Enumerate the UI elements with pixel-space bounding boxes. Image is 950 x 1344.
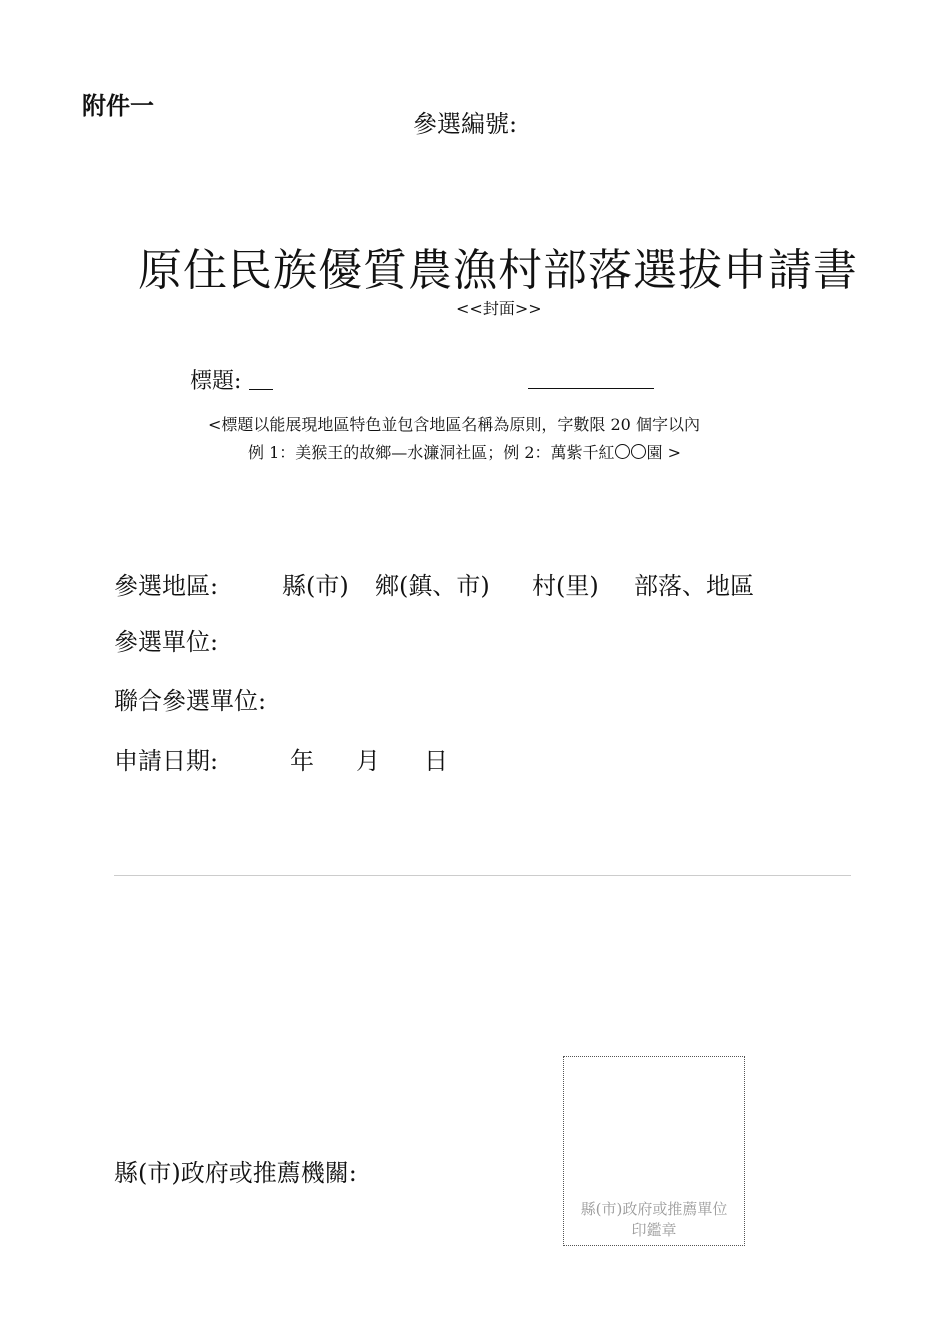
cover-label: <<封面>> — [456, 299, 542, 318]
date-label: 申請日期: — [114, 747, 219, 775]
region-township: 鄉(鎮、市) — [375, 572, 490, 600]
divider — [114, 875, 851, 876]
region-label: 參選地區: — [114, 572, 219, 600]
circle-placeholder-icon — [631, 444, 646, 459]
gov-label: 縣(市)政府或推薦機關: — [114, 1159, 357, 1187]
date-month: 月 — [356, 747, 380, 775]
entry-unit-label: 參選單位: — [114, 628, 219, 656]
subject-note-line2-suffix: 園 > — [646, 443, 682, 462]
subject-note-line1: <標題以能展現地區特色並包含地區名稱為原則，字數限 20 個字以內 — [208, 415, 700, 434]
date-day: 日 — [424, 747, 448, 775]
subject-label: 標題: — [190, 369, 242, 394]
page-title: 原住民族優質農漁村部落選拔申請書 — [138, 245, 858, 296]
seal-box — [563, 1056, 745, 1246]
subject-note-line2-prefix: 例 1：美猴王的故鄉—水濂洞社區；例 2：萬紫千紅 — [248, 443, 615, 462]
subject-blank-short — [249, 369, 273, 390]
circle-placeholder-icon — [615, 444, 630, 459]
region-county: 縣(市) — [282, 572, 349, 600]
entry-number-label: 參選編號: — [413, 110, 518, 138]
seal-line1: 縣(市)政府或推薦單位 — [580, 1200, 728, 1218]
date-year: 年 — [290, 747, 314, 775]
region-village: 村(里) — [532, 572, 599, 600]
subject-note-line2 — [248, 440, 681, 463]
subject-row — [190, 364, 273, 395]
seal-text — [564, 1199, 744, 1241]
subject-blank-long — [528, 366, 654, 389]
seal-line2: 印鑑章 — [631, 1221, 677, 1239]
region-tribe: 部落、地區 — [634, 572, 754, 600]
attachment-label: 附件一 — [82, 91, 154, 120]
joint-unit-label: 聯合參選單位: — [114, 687, 267, 715]
